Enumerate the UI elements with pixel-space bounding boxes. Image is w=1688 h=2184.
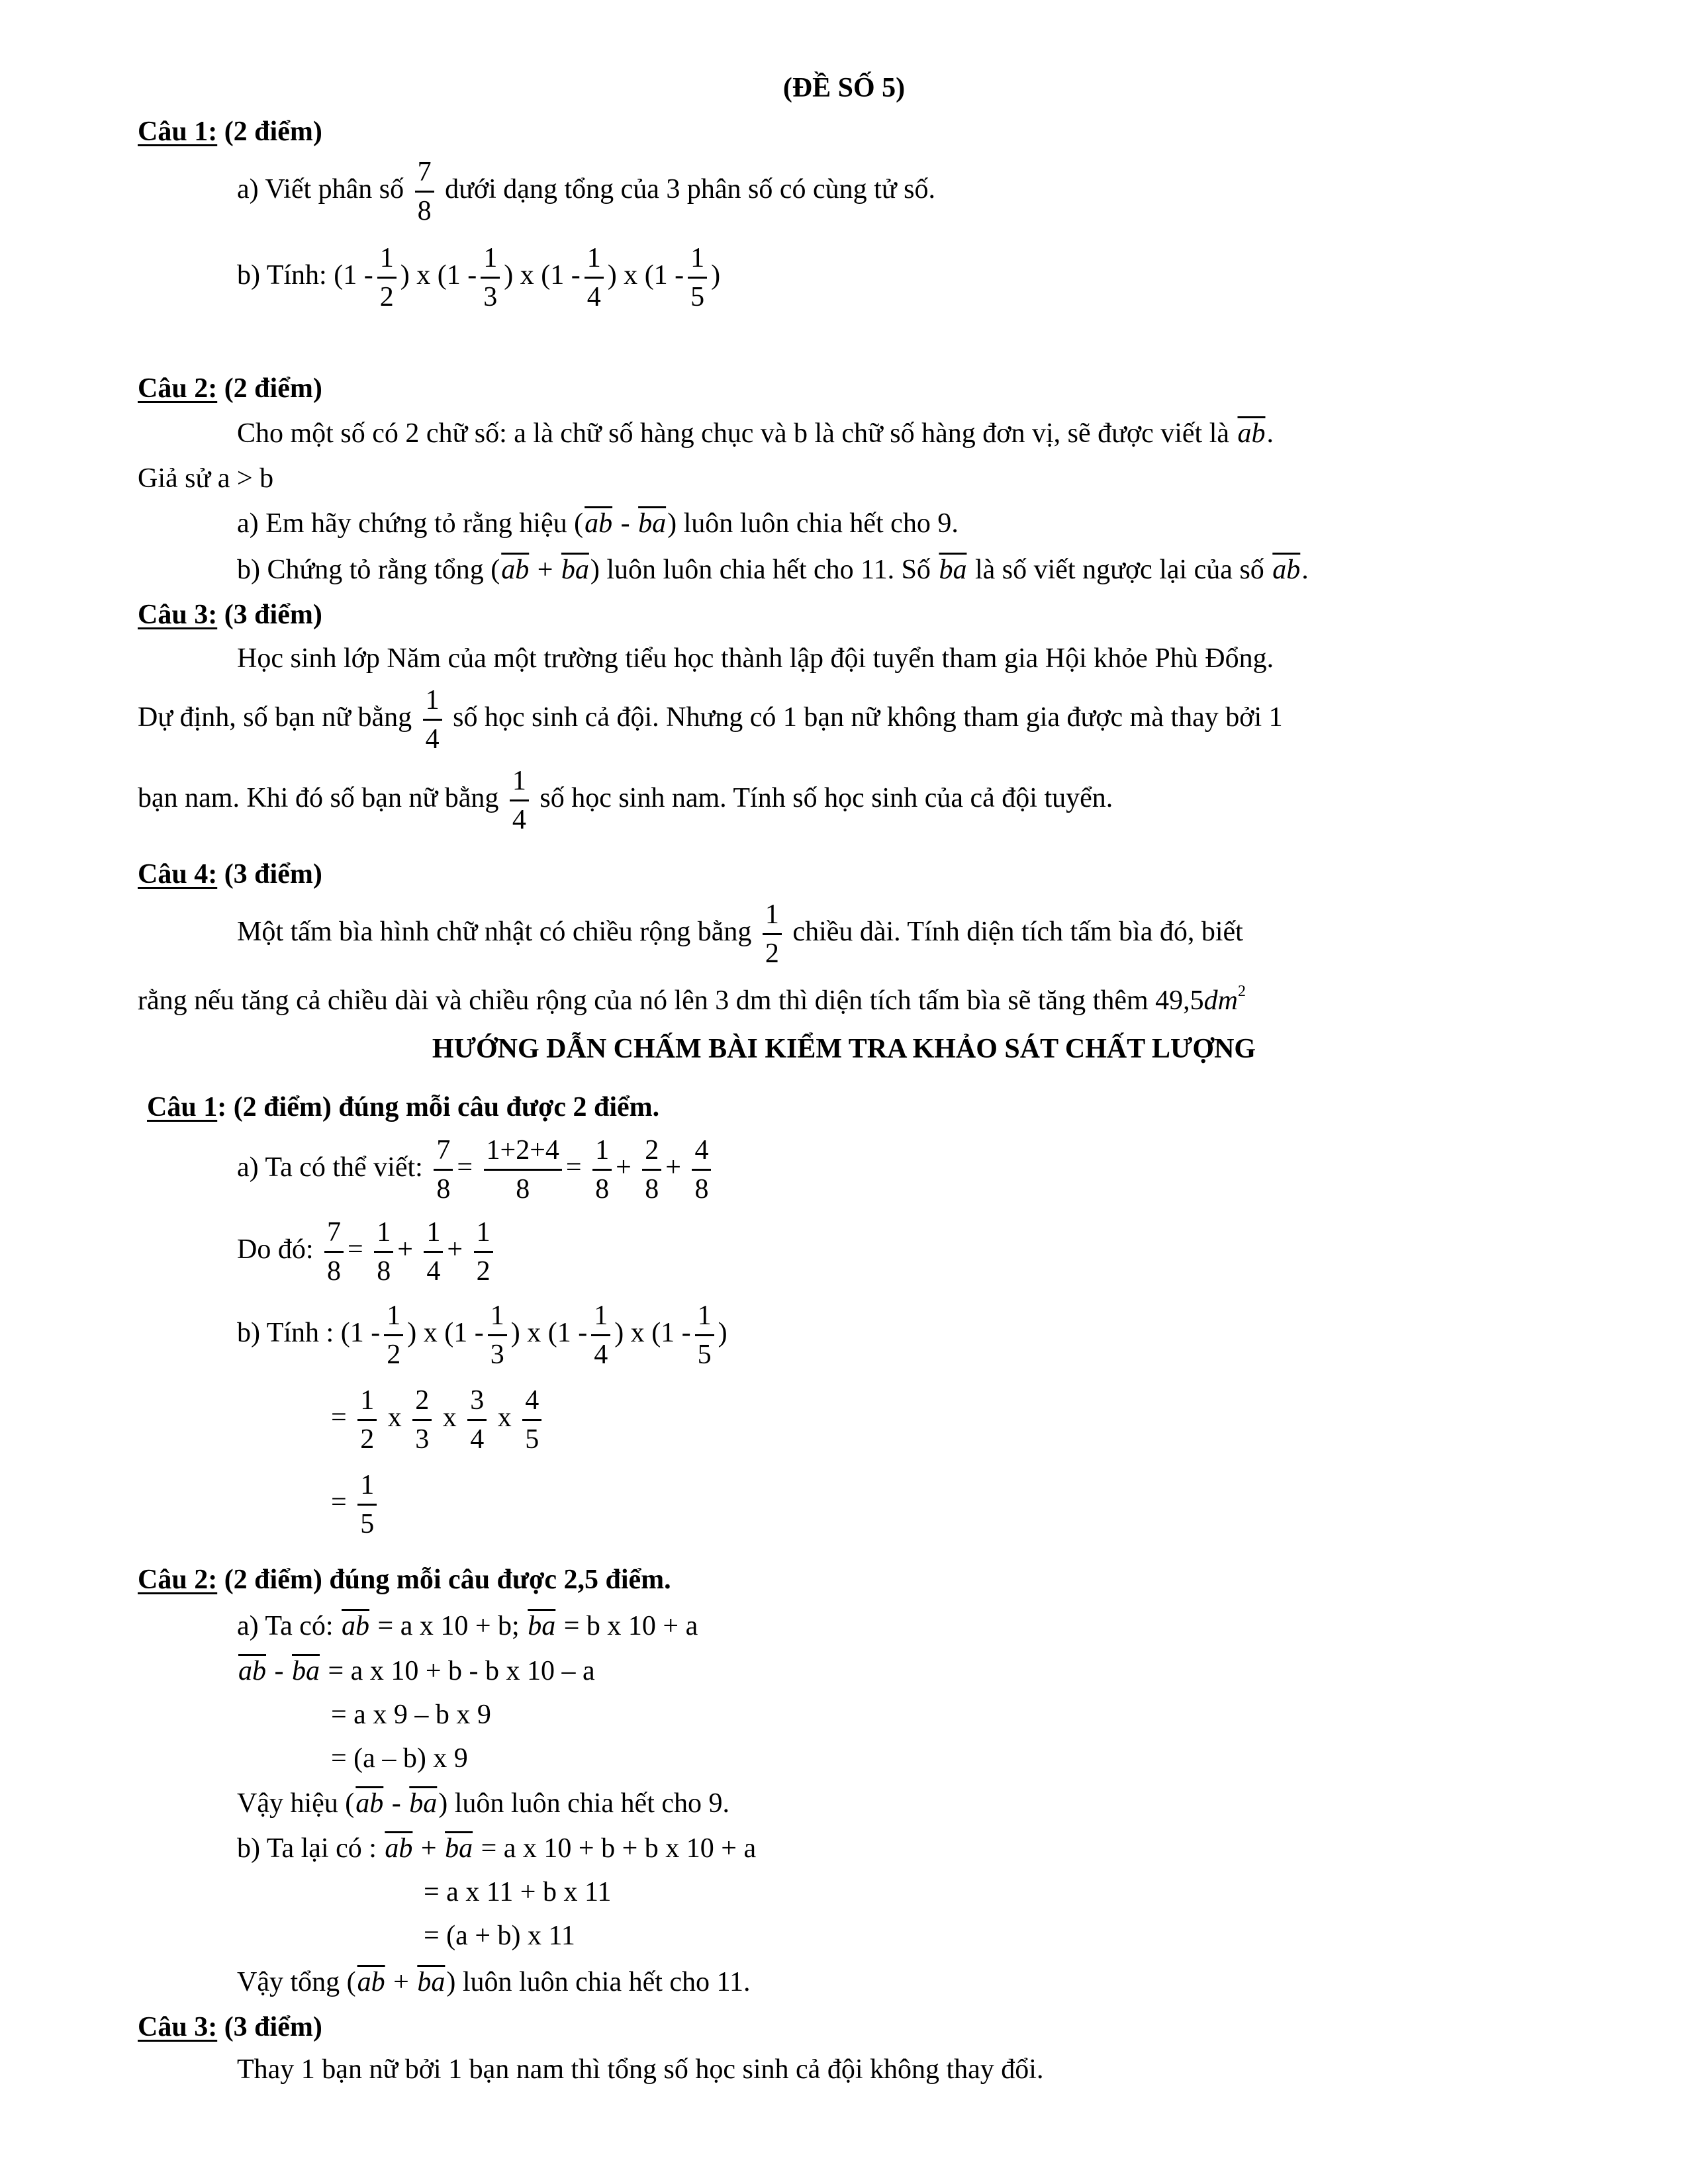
- g2-conc-a: [237, 1790, 729, 1817]
- q1-b: [237, 244, 720, 312]
- close-times: ) x: [510, 1318, 541, 1349]
- unit-exponent: 2: [1238, 983, 1246, 1000]
- equals: =: [331, 1487, 347, 1518]
- overline-ab: $\overline{ab}$: [385, 1833, 413, 1864]
- fraction-1-4: $\frac{1}{4}$: [423, 686, 442, 754]
- q2-b: [237, 556, 1309, 584]
- overline-ba: $\overline{ba}$: [528, 1611, 556, 1641]
- q2-a: [237, 510, 959, 537]
- g2-b: [237, 1835, 756, 1862]
- q4-line1: [237, 900, 1243, 968]
- paren-close: ): [711, 260, 721, 291]
- g2-a-pre: a) Ta có:: [237, 1611, 334, 1641]
- fraction-1-2: $\frac{1}{2}$: [474, 1218, 493, 1286]
- g2-a-1: = a x 10 + b;: [377, 1611, 520, 1641]
- open-paren: (1 -: [651, 1318, 691, 1349]
- times: x: [387, 1402, 402, 1433]
- fraction-4-5: $\frac{4}{5}$: [522, 1386, 541, 1454]
- g2-b-pre: b) Ta lại có :: [237, 1833, 377, 1864]
- fraction-1-2: $\frac{1}{2}$: [357, 1386, 377, 1454]
- equals: =: [348, 1234, 363, 1265]
- q3-line3: [138, 766, 1113, 835]
- g1-dodo: [237, 1218, 497, 1286]
- fraction-1-4: $\frac{1}{4}$: [591, 1301, 610, 1369]
- q3-line1: Học sinh lớp Năm của một trường tiểu học thành lập đội tuyển tham gia Hội khỏe Phù Đổng.: [237, 643, 1274, 674]
- fraction-3-4: $\frac{3}{4}$: [467, 1386, 487, 1454]
- g1-heading: [147, 1093, 659, 1121]
- q1-label: Câu 1:: [138, 116, 218, 147]
- plus: +: [414, 1833, 444, 1864]
- fraction-2-3: $\frac{2}{3}$: [412, 1386, 432, 1454]
- overline-ba: $\overline{ba}$: [561, 555, 589, 585]
- q2-line1: [237, 420, 1274, 447]
- overline-ab: $\overline{ab}$: [355, 1788, 384, 1819]
- q3-label: Câu 3:: [138, 600, 218, 630]
- paren-close: ) x: [504, 260, 534, 291]
- plus: +: [397, 1234, 413, 1265]
- g1-a-pre: a) Ta có thể viết:: [237, 1152, 423, 1183]
- g2-diff-text: = a x 10 + b - b x 10 – a: [328, 1656, 595, 1686]
- plus: +: [386, 1967, 416, 1997]
- q2-line2: Giả sử a > b: [138, 463, 274, 494]
- g2-a-2: = b x 10 + a: [563, 1611, 698, 1641]
- open-paren: (1 -: [444, 1318, 484, 1349]
- paren-open: (1 -: [644, 260, 684, 291]
- plus: +: [616, 1152, 632, 1183]
- guide-title: HƯỚNG DẪN CHẤM BÀI KIỂM TRA KHẢO SÁT CHẤT LƯỢNG: [432, 1034, 1256, 1064]
- fraction-1-2: $\frac{1}{2}$: [384, 1301, 403, 1369]
- g3-rest: (3 điểm): [217, 2012, 322, 2042]
- fraction-1-5: $\frac{1}{5}$: [357, 1471, 377, 1539]
- q4-line2-text: rằng nếu tăng cả chiều dài và chiều rộng của nó lên 3 dm thì diện tích tấm bìa sẽ tăng thêm 49,5: [138, 985, 1204, 1016]
- overline-ba: $\overline{ba}$: [638, 508, 667, 539]
- g2-s1: = a x 9 – b x 9: [331, 1700, 491, 1730]
- q2-points: (2 điểm): [217, 373, 322, 404]
- times: x: [442, 1402, 457, 1433]
- fraction-1-2: $\frac{1}{2}$: [377, 244, 397, 312]
- q2-b-pre: b) Chứng tỏ rằng tổng (: [237, 555, 500, 585]
- q4-line2: [138, 983, 1246, 1015]
- q4-line1-post: chiều dài. Tính diện tích tấm bìa đó, biết: [792, 917, 1243, 948]
- equals: =: [331, 1402, 347, 1433]
- fraction-1-4: $\frac{1}{4}$: [585, 244, 604, 312]
- g1-b: [237, 1301, 727, 1369]
- q4-label: Câu 4:: [138, 859, 218, 889]
- g2-a: [237, 1612, 698, 1640]
- g1-b-step2: [331, 1471, 381, 1539]
- g2-conc-b: [237, 1968, 751, 1996]
- g1-b-pre: b) Tính :: [237, 1318, 334, 1349]
- q3-line2: [138, 686, 1283, 754]
- fraction-1-5: $\frac{1}{5}$: [688, 244, 707, 312]
- plus: +: [447, 1234, 463, 1265]
- fraction-7-8: $\frac{7}{8}$: [434, 1136, 453, 1204]
- q3-line3-pre: bạn nam. Khi đó số bạn nữ bằng: [138, 783, 499, 814]
- equals: =: [565, 1152, 582, 1183]
- close-times: ) x: [407, 1318, 438, 1349]
- overline-ba: $\overline{ba}$: [409, 1788, 438, 1819]
- open-paren: (1 -: [547, 1318, 588, 1349]
- q2-label: Câu 2:: [138, 373, 218, 404]
- q3-line2-post: số học sinh cả đội. Nhưng có 1 bạn nữ không tham gia được mà thay bởi 1: [453, 702, 1283, 733]
- overline-ab: $\overline{ab}$: [1272, 555, 1301, 585]
- fraction-1-8: $\frac{1}{8}$: [374, 1218, 393, 1286]
- minus: -: [385, 1788, 408, 1819]
- fraction-2-8: $\frac{2}{8}$: [642, 1136, 661, 1204]
- paren-open: (1 -: [541, 260, 581, 291]
- g2-b-s2: = (a + b) x 11: [424, 1921, 575, 1951]
- dot: .: [1266, 418, 1274, 449]
- fraction-4-8: $\frac{4}{8}$: [692, 1136, 711, 1204]
- g1-dodo-label: Do đó:: [237, 1234, 314, 1265]
- q4-heading: [138, 860, 322, 888]
- paren-close: ) x: [607, 260, 638, 291]
- q2-a-post: ) luôn luôn chia hết cho 9.: [667, 508, 959, 539]
- q1-heading: [138, 118, 322, 146]
- paren-close: ) x: [400, 260, 431, 291]
- equals: =: [457, 1152, 473, 1183]
- fraction-1-3: $\frac{1}{3}$: [481, 244, 500, 312]
- page-title: (ĐỀ SỐ 5): [782, 73, 906, 103]
- q2-a-pre: a) Em hãy chứng tỏ rằng hiệu (: [237, 508, 584, 539]
- g2-b-s1: = a x 11 + b x 11: [424, 1877, 612, 1907]
- close-paren: ): [718, 1318, 727, 1349]
- g3-line1: Thay 1 bạn nữ bởi 1 bạn nam thì tổng số học sinh cả đội không thay đổi.: [237, 2054, 1044, 2085]
- minus: -: [614, 508, 637, 539]
- plus: +: [530, 555, 560, 585]
- minus: -: [267, 1656, 291, 1686]
- g2-conc-a-pre: Vậy hiệu (: [237, 1788, 355, 1819]
- g2-s2: = (a – b) x 9: [331, 1743, 468, 1774]
- q1-a-text-post: dưới dạng tổng của 3 phân số có cùng tử số.: [445, 174, 935, 205]
- g1-label: Câu 1: [147, 1092, 218, 1122]
- g1-rest: : (2 điểm) đúng mỗi câu được 2 điểm.: [217, 1092, 660, 1122]
- paren-open: (1 -: [334, 260, 373, 291]
- fraction-1-3: $\frac{1}{3}$: [488, 1301, 507, 1369]
- g2-conc-b-post: ) luôn luôn chia hết cho 11.: [446, 1967, 751, 1997]
- overline-ba: $\overline{ba}$: [939, 555, 967, 585]
- q3-heading: [138, 601, 322, 629]
- q2-b-post: ) luôn luôn chia hết cho 11. Số: [590, 555, 931, 585]
- q1-points: (2 điểm): [217, 116, 322, 147]
- g2-rest: (2 điểm) đúng mỗi câu được 2,5 điểm.: [217, 1565, 671, 1595]
- fraction-1-8: $\frac{1}{8}$: [592, 1136, 612, 1204]
- q2-b-post2: là số viết ngược lại của số: [974, 555, 1264, 585]
- overline-ba: $\overline{ba}$: [292, 1656, 320, 1686]
- fraction-1-2: $\frac{1}{2}$: [763, 900, 782, 968]
- g1-a: [237, 1136, 715, 1204]
- q1-b-label: b) Tính:: [237, 260, 327, 291]
- overline-ab: $\overline{ab}$: [1237, 418, 1266, 449]
- q1-b-expr: [334, 243, 721, 313]
- fraction-7-8: $\frac{7}{8}$: [415, 158, 434, 226]
- g2-b-1: = a x 10 + b + b x 10 + a: [481, 1833, 757, 1864]
- dot: .: [1301, 555, 1309, 585]
- q2-line1-text: Cho một số có 2 chữ số: a là chữ số hàng chục và b là chữ số hàng đơn vị, sẽ được viết là: [237, 418, 1229, 449]
- unit-dm: dm: [1203, 985, 1239, 1016]
- q4-line1-pre: Một tấm bìa hình chữ nhật có chiều rộng bằng: [237, 917, 752, 948]
- g2-conc-a-post: ) luôn luôn chia hết cho 9.: [438, 1788, 730, 1819]
- q3-line2-pre: Dự định, số bạn nữ bằng: [138, 702, 412, 733]
- q1-a-text: a) Viết phân số: [237, 174, 404, 205]
- g2-conc-b-pre: Vậy tổng (: [237, 1967, 356, 1997]
- g2-label: Câu 2:: [138, 1565, 218, 1595]
- overline-ab: $\overline{ab}$: [357, 1967, 385, 1997]
- overline-ab: $\overline{ab}$: [585, 508, 613, 539]
- g3-label: Câu 3:: [138, 2012, 218, 2042]
- q2-heading: [138, 375, 322, 402]
- q3-points: (3 điểm): [217, 600, 322, 630]
- fraction-1-4: $\frac{1}{4}$: [424, 1218, 443, 1286]
- fraction-1-4: $\frac{1}{4}$: [510, 766, 529, 835]
- open-paren: (1 -: [340, 1318, 381, 1349]
- g2-heading: [138, 1566, 671, 1594]
- fraction-1-5: $\frac{1}{5}$: [695, 1301, 714, 1369]
- paren-open: (1 -: [437, 260, 477, 291]
- fraction-sum-8: $\frac{1+2+4}{8}$: [484, 1136, 562, 1204]
- g3-heading: [138, 2013, 322, 2041]
- overline-ab: $\overline{ab}$: [238, 1656, 266, 1686]
- overline-ba: $\overline{ba}$: [417, 1967, 445, 1997]
- q4-points: (3 điểm): [217, 859, 322, 889]
- times: x: [497, 1402, 512, 1433]
- overline-ab: $\overline{ab}$: [501, 555, 530, 585]
- plus: +: [665, 1152, 681, 1183]
- g2-diff: [237, 1657, 595, 1685]
- g1-b-step1: [331, 1386, 545, 1454]
- close-times: ) x: [614, 1318, 645, 1349]
- q3-line3-post: số học sinh nam. Tính số học sinh của cả đội tuyển.: [539, 783, 1113, 814]
- fraction-7-8: $\frac{7}{8}$: [324, 1218, 344, 1286]
- overline-ba: $\overline{ba}$: [445, 1833, 473, 1864]
- q1-a: [237, 158, 935, 226]
- overline-ab: $\overline{ab}$: [342, 1611, 370, 1641]
